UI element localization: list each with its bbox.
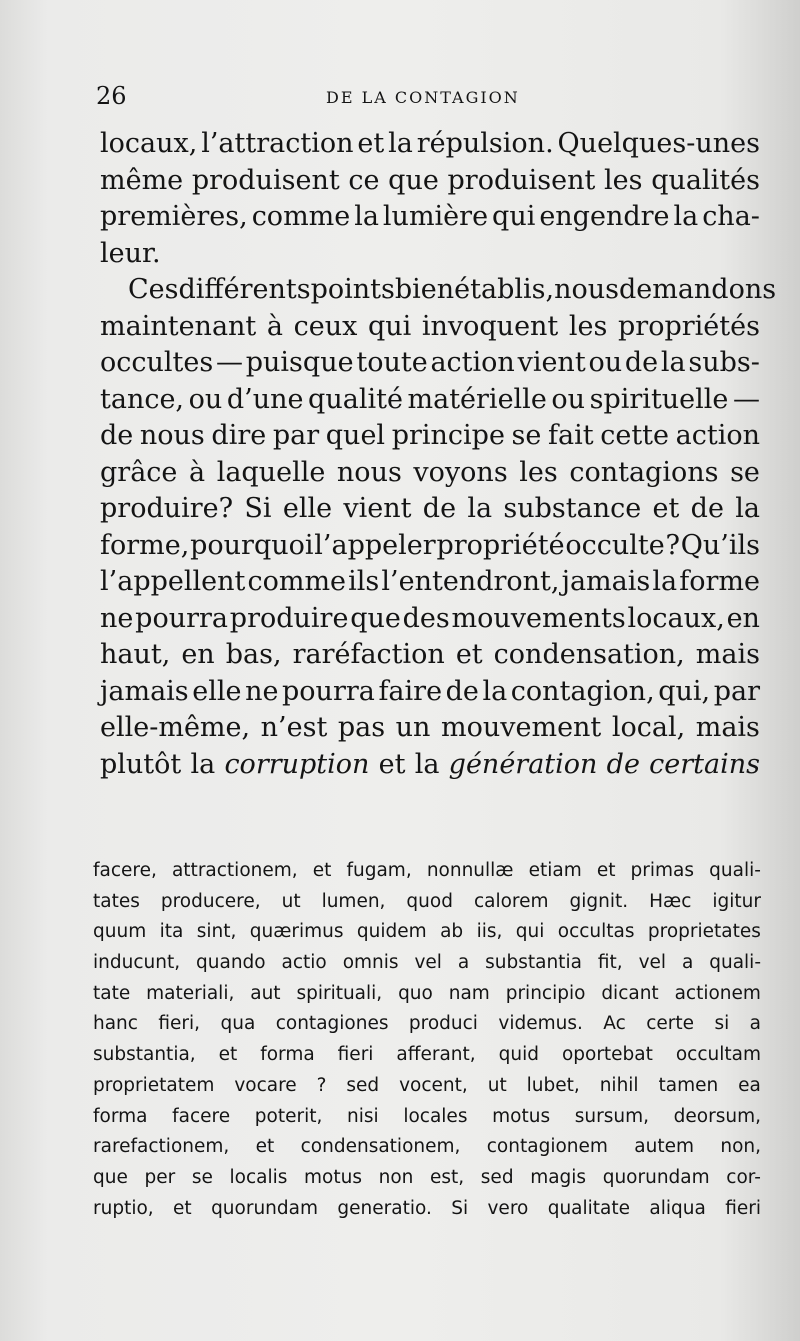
main-text-line: Ces différents points bien établis, nous demandons bbox=[128, 274, 777, 305]
latin-note-line: tates producere, ut lumen, quod calorem gignit. Hæc igitur bbox=[93, 890, 761, 912]
main-text-line: plutôt la corruption et la génération de certains bbox=[100, 748, 760, 780]
main-text-line: maintenant à ceux qui invoquent les propriétés bbox=[100, 310, 760, 342]
main-text-line: haut, en bas, raréfaction et condensation, mais bbox=[100, 639, 760, 670]
main-text-line: tance, ou d’une qualité matérielle ou spirituelle — bbox=[100, 383, 760, 415]
main-text-line: de nous dire par quel principe se fait cette action bbox=[100, 420, 760, 451]
latin-note-line: tate materiali, aut spirituali, quo nam principio dicant actionem bbox=[93, 982, 761, 1004]
main-text-line: occultes — puisque toute action vient ou de la subs- bbox=[100, 347, 760, 378]
latin-note-line: forma facere poterit, nisi locales motus sursum, deorsum, bbox=[93, 1105, 761, 1127]
page-header bbox=[96, 82, 760, 112]
latin-note-line: inducunt, quando actio omnis vel a substantia fit, vel a quali- bbox=[93, 952, 761, 974]
main-text-line: grâce à laquelle nous voyons les contagions se bbox=[100, 456, 760, 488]
main-text-line: premières, comme la lumière qui engendre la cha- bbox=[100, 201, 760, 232]
latin-note-line: que per se localis motus non est, sed magis quorundam cor- bbox=[93, 1166, 761, 1188]
latin-note-line: quum ita sint, quærimus quidem ab iis, qui occultas proprietates bbox=[93, 921, 761, 943]
main-text-line: ne pourra produire que des mouvements locaux, en bbox=[100, 602, 760, 634]
latin-footnote-block bbox=[93, 856, 761, 1224]
latin-note-line: rarefactionem, et condensationem, contagionem autem non, bbox=[93, 1136, 761, 1158]
latin-note-line: facere, attractionem, et fugam, nonnullæ etiam et primas quali- bbox=[93, 860, 761, 881]
main-text-line: leur. bbox=[100, 237, 161, 269]
main-text-line: locaux, l’attraction et la répulsion. Quelques-unes bbox=[100, 128, 760, 159]
main-text-line: produire? Si elle vient de la substance et de la bbox=[100, 493, 760, 524]
latin-note-line: hanc fieri, qua contagiones produci videmus. Ac certe si a bbox=[93, 1013, 761, 1035]
latin-note-line: ruptio, et quorundam generatio. Si vero qualitate aliqua fieri bbox=[93, 1197, 761, 1219]
latin-note-line: proprietatem vocare ? sed vocent, ut lubet, nihil tamen ea bbox=[93, 1074, 761, 1096]
main-text-line: l’appellent comme ils l’entendront, jamais la forme bbox=[100, 566, 760, 597]
latin-note-line: substantia, et forma fieri afferant, quid oportebat occultam bbox=[93, 1044, 761, 1066]
main-text-block bbox=[100, 126, 777, 783]
running-head: DE LA CONTAGION bbox=[326, 88, 520, 107]
main-text-line: forme, pourquoi l’appeler propriété occulte ? Qu’ils bbox=[100, 529, 760, 561]
main-text-line: jamais elle ne pourra faire de la contagion, qui, par bbox=[100, 675, 760, 707]
main-text-line: même produisent ce que produisent les qualités bbox=[100, 164, 760, 196]
main-text-line: elle-même, n’est pas un mouvement local, mais bbox=[100, 712, 760, 743]
page-number: 26 bbox=[96, 82, 127, 110]
